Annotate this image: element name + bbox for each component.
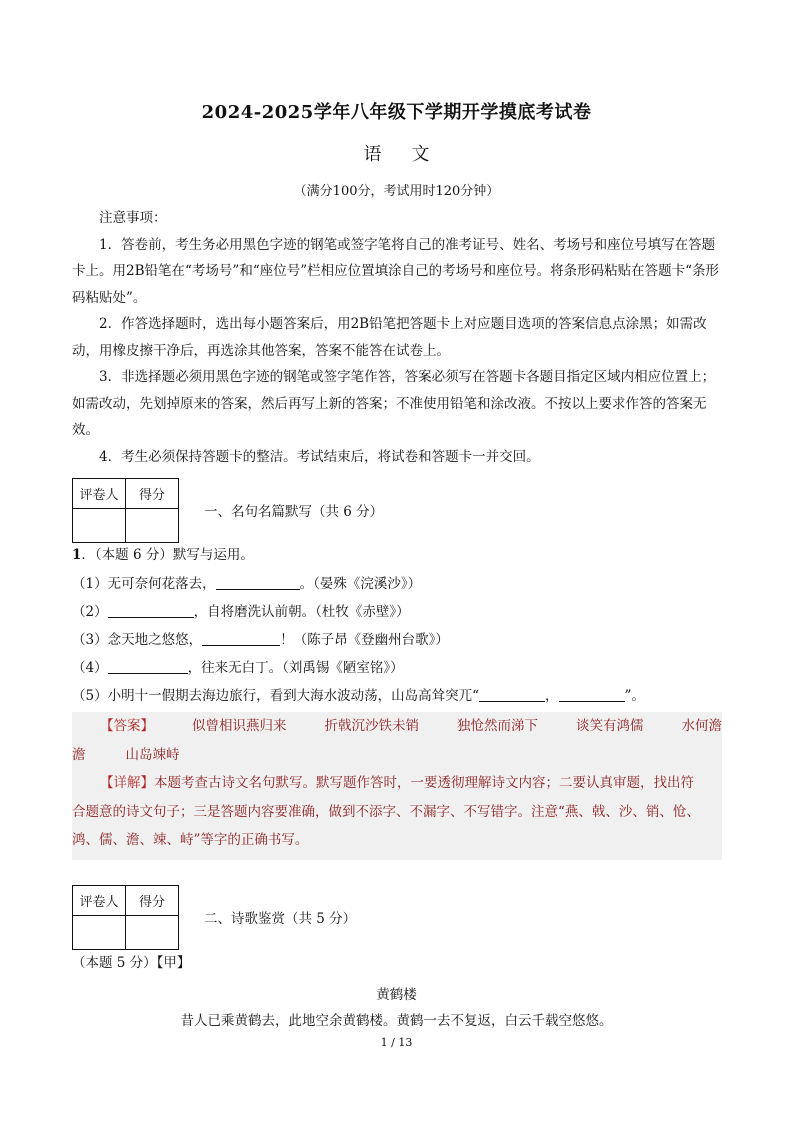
answer-box xyxy=(72,712,722,860)
answer-value: 山岛竦峙 xyxy=(125,746,180,763)
fill-item-3 xyxy=(72,628,449,648)
fill-item-suffix: ”。 xyxy=(624,688,645,704)
answer-value: 谈笑有鸿儒 xyxy=(576,718,644,734)
score-cell xyxy=(126,916,179,950)
note-item-1: 1．答卷前，考生务必用黑色字迹的钢笔或签字笔将自己的准考证号、姓名、考场号和座位号填写在答题卡上。用2B铅笔在“考场号”和“座位号”栏相应位置填涂自己的考场号和座位号。将条形码粘贴在答题卡“条形码粘贴处”。 xyxy=(72,236,720,306)
fill-item-1 xyxy=(72,572,421,592)
fill-item-prefix: （3）念天地之悠悠， xyxy=(72,632,203,648)
exam-info: （满分100分，考试用时120分钟） xyxy=(293,184,500,199)
page-number: 1 / 13 xyxy=(380,1036,413,1049)
fill-item-5 xyxy=(72,684,645,704)
grader-label: 评卷人 xyxy=(73,479,126,509)
score-table-section2 xyxy=(72,885,179,950)
question-number: 1 xyxy=(72,547,82,563)
fill-item-suffix: ，往来无白丁。（刘禹锡《陋室铭》） xyxy=(187,660,404,676)
note-item-3: 3．非选择题必须用黑色字迹的钢笔或签字笔作答，答案必须写在答题卡各题目指定区域内相应位置上；如需改动，先划掉原来的答案，然后再写上新的答案；不准使用铅笔和涂改液。不按以上要求作答的答案无效。 xyxy=(72,369,716,438)
note-item-2: 2．作答选择题时，选出每小题答案后，用2B铅笔把答题卡上对应题目选项的答案信息点涂黑；如需改动，用橡皮擦干净后，再选涂其他答案，答案不能答在试卷上。 xyxy=(72,316,707,359)
question-2-intro: （本题 5 分）【甲】 xyxy=(72,955,191,971)
grader-cell xyxy=(73,916,126,950)
answer-blank[interactable] xyxy=(559,687,625,702)
score-label: 得分 xyxy=(126,886,179,916)
fill-item-suffix: ，自将磨洗认前朝。（杜牧《赤壁》） xyxy=(193,604,410,620)
fill-item-suffix: 。（晏殊《浣溪沙》） xyxy=(299,576,422,592)
fill-item-2 xyxy=(72,600,410,620)
section1-heading: 一、名句名篇默写（共 6 分） xyxy=(204,504,384,520)
answer-blank[interactable] xyxy=(479,687,545,702)
score-cell xyxy=(126,509,179,543)
detail-text-2: 合题意的诗文句子；三是答题内容要准确，做到不添字、不漏字、不写错字。注意“燕、戟、沙、销、怆、 xyxy=(72,803,700,820)
fill-item-prefix: （5）小明十一假期去海边旅行，看到大海水波动荡，山岛高耸突兀“ xyxy=(72,688,479,704)
answer-value: 澹 xyxy=(72,746,86,763)
fill-item-4 xyxy=(72,656,404,676)
answer-value: 水何澹 xyxy=(681,718,722,734)
grader-label: 评卷人 xyxy=(73,886,126,916)
answer-label: 【答案】 xyxy=(100,718,154,734)
fill-item-prefix: （4） xyxy=(72,660,108,676)
notes-heading: 注意事项： xyxy=(99,210,167,226)
fill-item-prefix: （2） xyxy=(72,604,108,620)
detail-label: 【详解】 xyxy=(100,775,154,791)
section2-heading: 二、诗歌鉴赏（共 5 分） xyxy=(204,911,357,927)
answer-value: 独怆然而涕下 xyxy=(457,718,538,734)
answer-blank[interactable] xyxy=(108,603,194,618)
question-1 xyxy=(72,543,722,708)
fill-item-suffix: ！（陈子昂《登幽州台歌》） xyxy=(280,632,449,648)
poem-line: 昔人已乘黄鹤去，此地空余黄鹤楼。黄鹤一去不复返，白云千载空悠悠。 xyxy=(180,1013,613,1029)
detail-text-3: 鸿、儒、澹、竦、峙”等字的正确书写。 xyxy=(72,832,309,848)
fill-item-prefix: （1）无可奈何花落去， xyxy=(72,576,216,592)
question-intro: ．（本题 6 分）默写与运用。 xyxy=(81,547,254,563)
notes-section xyxy=(72,205,722,470)
detail-paragraph xyxy=(72,769,722,798)
score-label: 得分 xyxy=(126,479,179,509)
answer-value: 似曾相识燕归来 xyxy=(192,718,287,734)
score-table-section1 xyxy=(72,478,179,543)
page-title: 2024-2025学年八年级下学期开学摸底考试卷 xyxy=(201,102,592,123)
answer-blank[interactable] xyxy=(202,631,280,646)
answer-row xyxy=(72,712,722,741)
answer-continuation xyxy=(72,741,722,770)
answer-value: 折戟沉沙铁未销 xyxy=(324,718,419,734)
grader-cell xyxy=(73,509,126,543)
answer-blank[interactable] xyxy=(108,659,188,674)
detail-text: 本题考查古诗文名句默写。默写题作答时，一要透彻理解诗文内容；二要认真审题，找出符 xyxy=(154,775,694,791)
note-item-4: 4．考生必须保持答题卡的整洁。考试结束后，将试卷和答题卡一并交回。 xyxy=(99,448,540,465)
subject-title: 语文 xyxy=(363,144,460,165)
answer-blank[interactable] xyxy=(216,575,300,590)
fill-item-mid: ， xyxy=(545,688,559,704)
poem-title: 黄鹤楼 xyxy=(376,987,417,1003)
